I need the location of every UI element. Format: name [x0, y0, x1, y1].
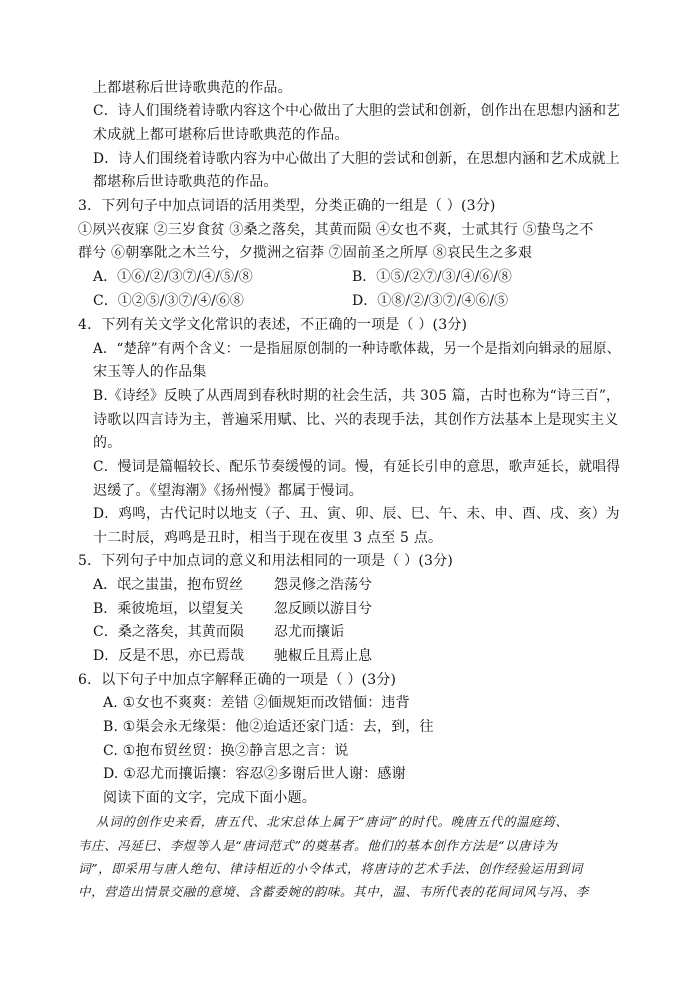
option-a: A. ①女也不爽爽：差错 ②偭规矩而改错偭：违背 [103, 695, 410, 711]
question-4: 4．下列有关文学文化常识的表述，不正确的一项是（ ）(3分) [78, 317, 468, 333]
reading-instruction: 阅读下面的文字，完成下面小题。 [103, 790, 316, 806]
option-a: A．①⑥/②/③⑦/④/⑤/⑧ [93, 269, 253, 285]
option-c: C. ①抱布贸丝贸：换②静言思之言：说 [103, 743, 349, 759]
passage-line: 词”，即采用与唐人绝句、律诗相近的小令体式，将唐诗的艺术手法、创作经验运用到词 [78, 861, 583, 876]
option-c-pair: 忍尤而攘诟 [274, 624, 344, 640]
text-line: D．诗人们围绕着诗歌内容为中心做出了大胆的尝试和创新，在思想内涵和艺术成就上 [93, 151, 620, 167]
option-d: D．反是不思，亦已焉哉 [93, 648, 245, 664]
option-c: C．慢词是篇幅较长、配乐节奏缓慢的词。慢，有延长引申的意思，歌声延长，就唱得 [93, 459, 621, 475]
option-a-cont: 宋玉等人的作品集 [93, 364, 207, 380]
question-3: 3．下列句子中加点词语的活用类型，分类正确的一组是（ ）(3分) [78, 198, 496, 214]
option-b: B．乘彼垝垣，以望复关 [93, 601, 244, 617]
passage-line: 从词的创作史来看，唐五代、北宋总体上属于“唐词”的时代。晚唐五代的温庭筠、 [96, 814, 569, 829]
text-line: 术成就上都可堪称后世诗歌典范的作品。 [93, 127, 349, 143]
option-a: A．氓之蚩蚩，抱布贸丝 [93, 577, 244, 593]
option-b-cont: 的。 [93, 435, 122, 451]
passage-line: 中，营造出情景交融的意境、含蓄委婉的韵味。其中，温、韦所代表的花间词风与冯、李 [78, 884, 589, 899]
option-d: D．鸡鸣，古代记时以地支（子、丑、寅、卯、辰、巳、午、未、申、酉、戌、亥）为 [93, 506, 620, 522]
text-line: 都堪称后世诗歌典范的作品。 [93, 174, 278, 190]
option-d-pair: 驰椒丘且焉止息 [274, 648, 372, 664]
option-b: B. ①渠会永无缘渠：他②迨适还家门适：去，到，往 [103, 719, 434, 735]
question-3-sentences: ①夙兴夜寐 ②三岁食贫 ③桑之落矣，其黄而陨 ④女也不爽，士贰其行 ⑤蛰鸟之不 [78, 222, 594, 238]
question-6: 6．以下句子中加点字解释正确的一项是（ ）(3分) [78, 672, 397, 688]
question-3-sentences: 群兮 ⑥朝搴阰之木兰兮，夕揽洲之宿莽 ⑦固前圣之所厚 ⑧哀民生之多艰 [78, 245, 533, 261]
option-d: D. ①忍尤而攘诟攘：容忍②多谢后世人谢：感谢 [103, 766, 406, 782]
option-a-pair: 怨灵修之浩荡兮 [274, 577, 372, 593]
passage-line: 韦庄、冯延巳、李煜等人是“唐词范式”的奠基者。他们的基本创作方法是“以唐诗为 [78, 838, 558, 853]
option-b: B．①⑤/②⑦/③/④/⑥/⑧ [352, 269, 512, 285]
option-c: C．桑之落矣，其黄而陨 [93, 624, 244, 640]
question-5: 5．下列句子中加点词的意义和用法相同的一项是（ ）(3分) [78, 553, 453, 569]
option-c: C．①②⑤/③⑦/④/⑥⑧ [93, 293, 244, 309]
text-line: C．诗人们围绕着诗歌内容这个中心做出了大胆的尝试和创新，创作出在思想内涵和艺 [93, 103, 621, 119]
option-d-cont: 十二时辰，鸡鸣是丑时，相当于现在夜里 3 点至 5 点。 [93, 530, 443, 546]
option-b-cont: 诗歌以四言诗为主，普遍采用赋、比、兴的表现手法，其创作方法基本上是现实主义 [93, 412, 619, 428]
text-line: 上都堪称后世诗歌典范的作品。 [93, 80, 292, 96]
option-a: A．“楚辞”有两个含义：一是指屈原创制的一种诗歌体裁，另一个是指刘向辑录的屈原、 [93, 341, 621, 357]
option-d: D．①⑧/②/③⑦/④⑥/⑤ [352, 293, 509, 309]
option-b: B.《诗经》反映了从西周到春秋时期的社会生活，共 305 篇，古时也称为“诗三百”， [93, 388, 621, 404]
option-b-pair: 忽反顾以游目兮 [274, 601, 372, 617]
option-c-cont: 迟缓了。《望海潮》《扬州慢》都属于慢词。 [93, 483, 363, 499]
